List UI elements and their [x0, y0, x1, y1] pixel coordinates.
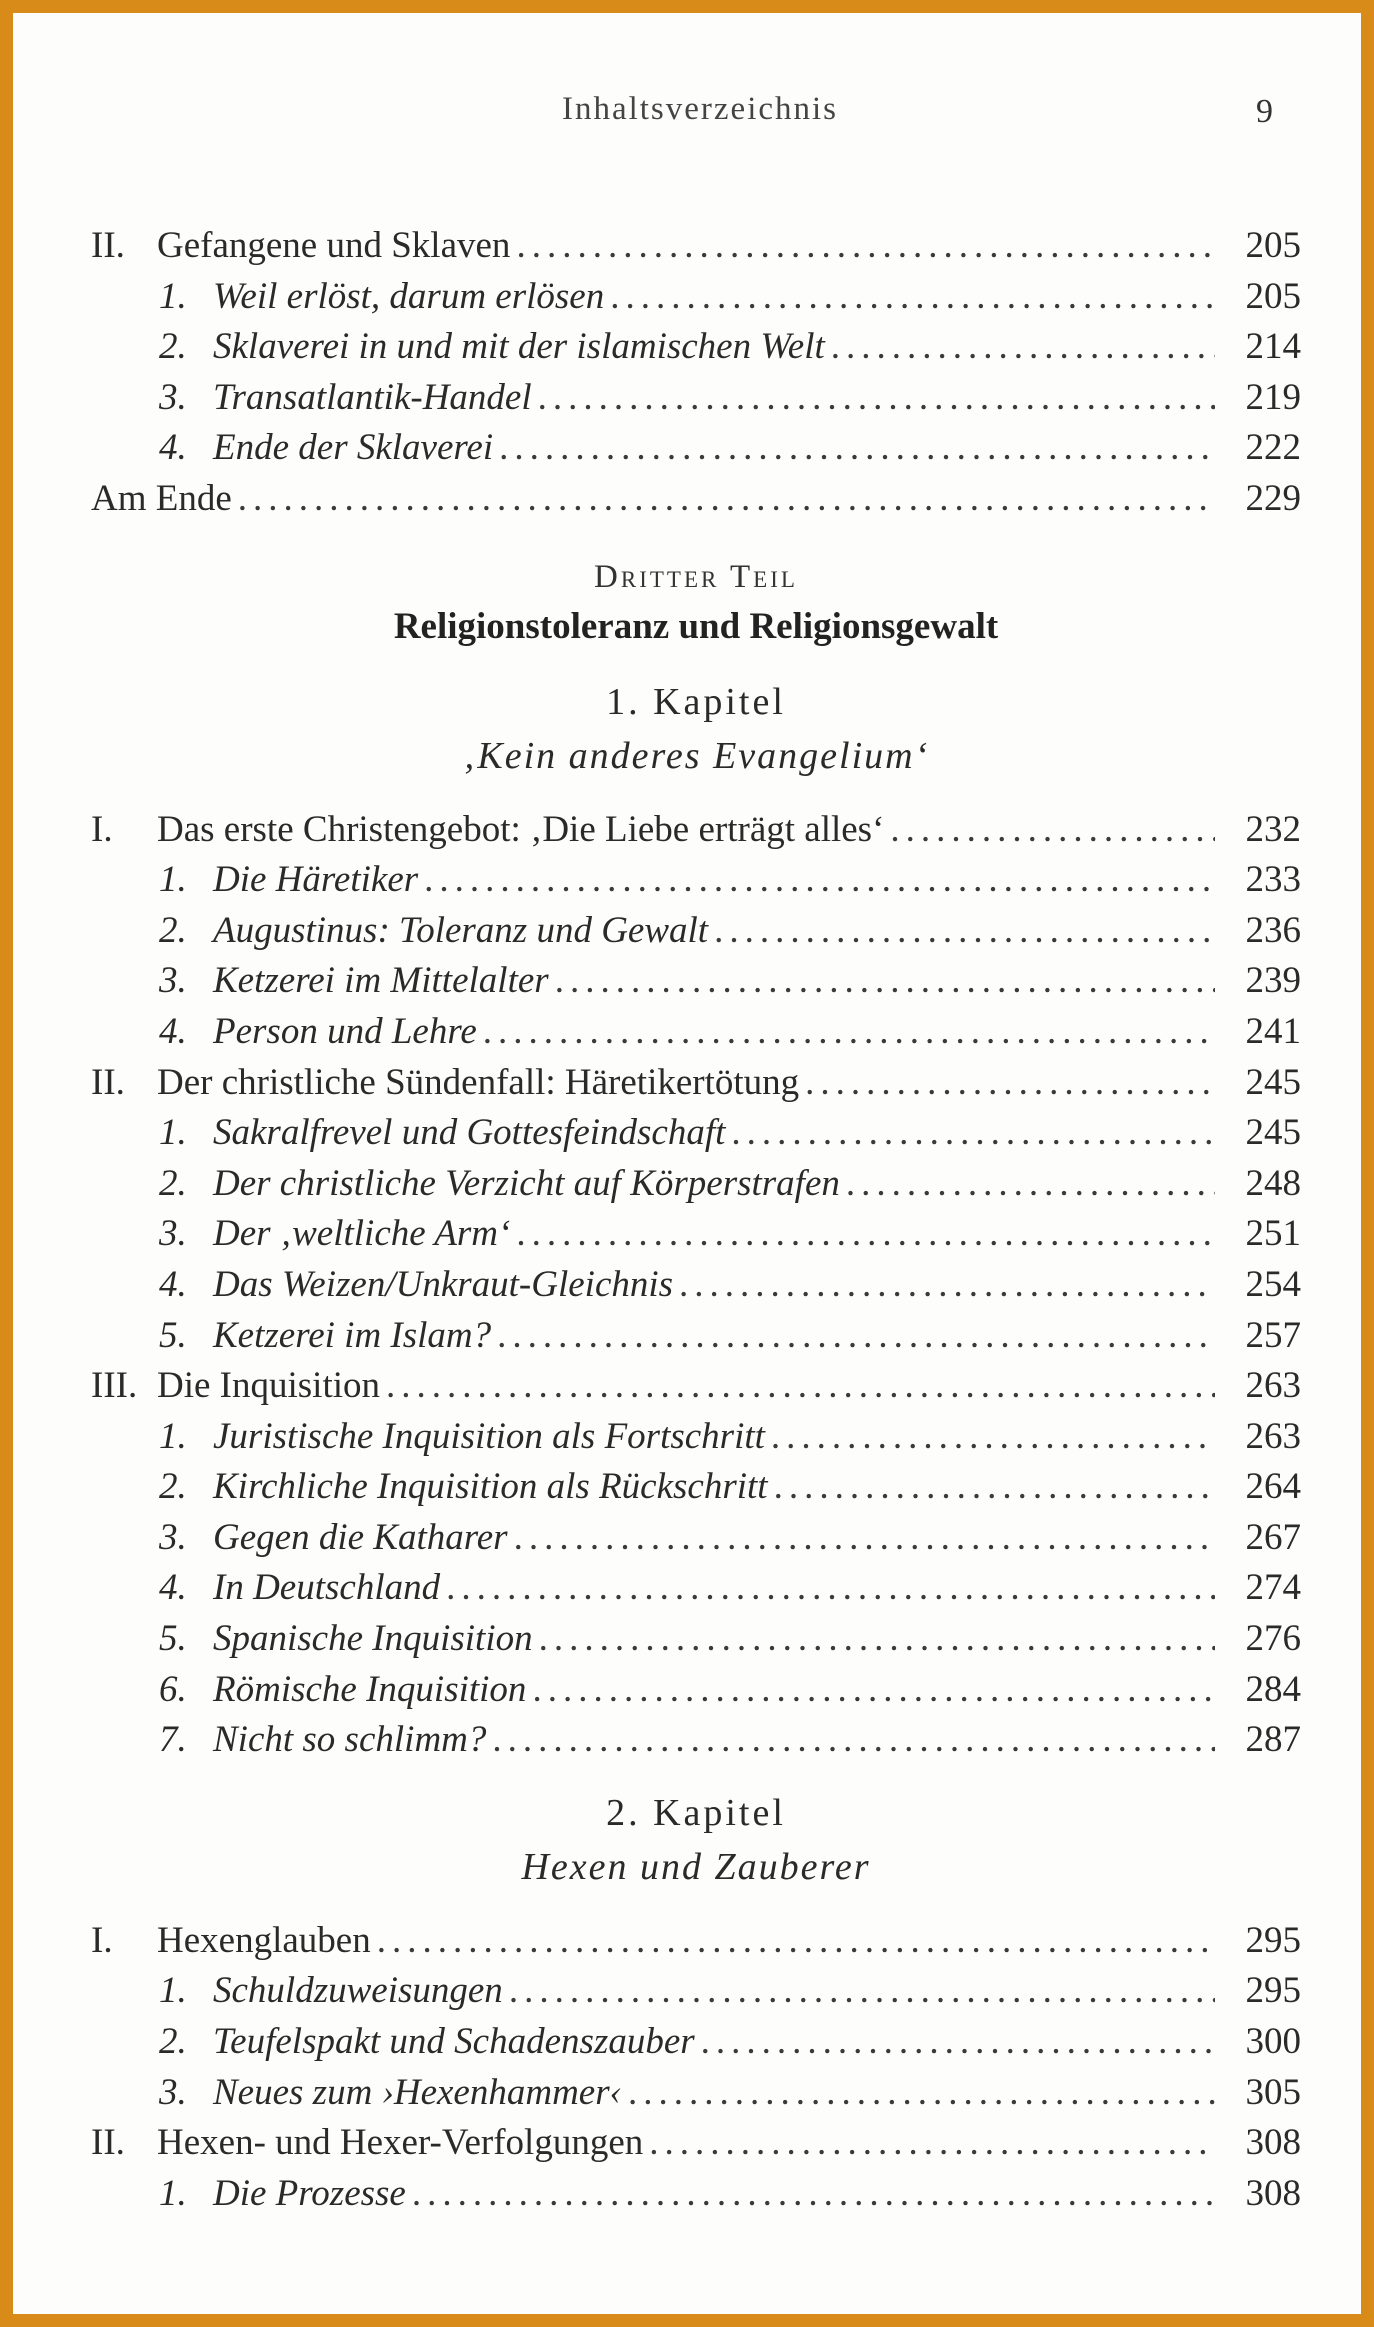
dot-leader — [622, 2068, 1215, 2119]
dot-leader — [643, 2118, 1215, 2169]
toc-entry-title: Der christliche Sündenfall: Häretikertötung — [157, 1061, 800, 1103]
toc-entry-title: Die Inquisition — [157, 1365, 381, 1407]
toc-entry — [91, 1159, 1301, 1210]
dot-leader — [840, 1159, 1215, 1210]
dot-leader — [765, 1412, 1215, 1463]
toc-entry-title: Ketzerei im Mittelalter — [213, 960, 549, 1002]
toc-entry — [91, 1563, 1301, 1614]
toc-entry-page: 308 — [1245, 2122, 1301, 2164]
toc-entry-number: II. — [91, 1061, 125, 1103]
toc-entry — [91, 906, 1301, 957]
dot-leader — [708, 906, 1215, 957]
toc-entry-page: 233 — [1245, 859, 1301, 901]
toc-entry — [91, 1513, 1301, 1564]
toc-entry-number: 2. — [159, 909, 187, 951]
dot-leader — [406, 2169, 1215, 2220]
toc-entry — [91, 855, 1301, 906]
toc-entry-page: 263 — [1245, 1365, 1301, 1407]
dot-leader — [526, 1665, 1215, 1716]
dot-leader — [673, 1260, 1215, 1311]
toc-entry — [91, 1462, 1301, 1513]
toc-entry-title: Neues zum ›Hexenhammer‹ — [213, 2071, 622, 2113]
dot-leader — [510, 221, 1215, 272]
dot-leader — [768, 1462, 1215, 1513]
toc-entry-title: Ketzerei im Islam? — [213, 1314, 492, 1356]
toc-entry-page: 232 — [1245, 808, 1301, 850]
toc-entry-page: 295 — [1245, 1970, 1301, 2012]
section-list-0 — [91, 221, 1301, 525]
toc-entry-page: 305 — [1245, 2071, 1301, 2113]
toc-entry-page: 205 — [1245, 275, 1301, 317]
toc-entry-title: Sakralfrevel und Gottesfeindschaft — [213, 1112, 726, 1154]
toc-entry-number: 1. — [159, 1415, 187, 1457]
toc-entry-title: Transatlantik-Handel — [213, 376, 532, 418]
toc-entry-page: 229 — [1245, 477, 1301, 519]
dot-leader — [371, 1916, 1215, 1967]
dot-leader — [418, 855, 1215, 906]
dot-leader — [725, 1108, 1215, 1159]
toc-entry — [91, 2118, 1301, 2169]
toc-entry-title: Gefangene und Sklaven — [157, 225, 511, 266]
toc-entry-number: 5. — [159, 1314, 187, 1356]
toc-entry-page: 267 — [1245, 1516, 1301, 1558]
dot-leader — [508, 1513, 1215, 1564]
toc-entry-title: Der ‚weltliche Arm‘ — [213, 1213, 511, 1255]
toc-entry-page: 205 — [1245, 225, 1301, 266]
toc-entry-number: 3. — [159, 1516, 187, 1558]
toc-entry — [91, 1916, 1301, 1967]
toc-entry-number: I. — [91, 808, 113, 850]
toc-entry — [91, 2068, 1301, 2119]
toc-entry-number: 1. — [159, 1970, 187, 2012]
toc-entry-page: 274 — [1245, 1567, 1301, 1609]
dot-leader — [825, 322, 1215, 373]
toc-entry-number: 4. — [159, 1263, 187, 1305]
toc-entry-title: Das erste Christengebot: ‚Die Liebe erträgt alles‘ — [157, 808, 885, 850]
dot-leader — [533, 1614, 1215, 1665]
toc-entry-number: II. — [91, 225, 125, 266]
dot-leader — [232, 474, 1215, 525]
toc-entry-page: 245 — [1245, 1061, 1301, 1103]
toc-entry — [91, 322, 1301, 373]
toc-entry-title: Hexenglauben — [157, 1919, 371, 1961]
toc-entry — [91, 1108, 1301, 1159]
toc-entry — [91, 474, 1301, 525]
toc-entry-page: 308 — [1245, 2172, 1301, 2214]
toc-entry-number: 5. — [159, 1618, 187, 1660]
toc-entry-page: 254 — [1245, 1263, 1301, 1305]
toc-entry-number: 4. — [159, 1010, 187, 1052]
toc-entry-number: II. — [91, 2122, 125, 2164]
toc-entry — [91, 1209, 1301, 1260]
chapter-2-title: Hexen und Zauberer — [521, 1845, 871, 1888]
toc-entry-page: 245 — [1245, 1112, 1301, 1154]
toc-entry-number: 4. — [159, 427, 187, 469]
toc-entry-title: Am Ende — [91, 477, 232, 519]
toc-entry-number: 7. — [159, 1719, 187, 1761]
toc-entry — [91, 1311, 1301, 1362]
toc-entry-title: Augustinus: Toleranz und Gewalt — [213, 909, 709, 951]
toc-entry-title: Juristische Inquisition als Fortschritt — [213, 1415, 765, 1457]
toc-entry-number: 6. — [159, 1668, 187, 1710]
toc-entry-number: 2. — [159, 1162, 187, 1204]
toc-entry-title: Schuldzuweisungen — [213, 1970, 503, 2012]
toc-entry — [91, 1058, 1301, 1109]
toc-entry-title: Das Weizen/Unkraut-Gleichnis — [213, 1263, 674, 1305]
dot-leader — [510, 1209, 1215, 1260]
toc-entry-page: 264 — [1245, 1466, 1301, 1508]
dot-leader — [532, 373, 1215, 424]
toc-entry — [91, 956, 1301, 1007]
table-of-contents — [91, 221, 1301, 2219]
toc-entry-page: 284 — [1245, 1668, 1301, 1710]
toc-entry-title: Weil erlöst, darum erlösen — [213, 275, 605, 317]
dot-leader — [799, 1058, 1215, 1109]
toc-entry-number: 3. — [159, 960, 187, 1002]
toc-entry — [91, 1361, 1301, 1412]
toc-entry — [91, 1260, 1301, 1311]
toc-entry — [91, 2017, 1301, 2068]
running-head: Inhaltsverzeichnis — [561, 91, 839, 127]
dot-leader — [695, 2017, 1215, 2068]
toc-entry-number: 3. — [159, 376, 187, 418]
toc-entry-page: 251 — [1245, 1213, 1301, 1255]
toc-entry — [91, 1614, 1301, 1665]
toc-entry-number: 2. — [159, 2021, 187, 2063]
toc-entry-number: 1. — [159, 859, 187, 901]
toc-entry-page: 219 — [1245, 376, 1301, 418]
toc-entry-page: 287 — [1245, 1719, 1301, 1761]
toc-entry-page: 257 — [1245, 1314, 1301, 1356]
toc-entry-title: Die Häretiker — [213, 859, 419, 901]
page-number: 9 — [1256, 93, 1273, 130]
toc-entry-page: 241 — [1245, 1010, 1301, 1052]
toc-entry-title: Kirchliche Inquisition als Rückschritt — [213, 1466, 768, 1508]
toc-entry-number: III. — [91, 1365, 138, 1407]
toc-entry — [91, 1665, 1301, 1716]
dot-leader — [491, 1311, 1215, 1362]
toc-entry-title: Person und Lehre — [213, 1010, 477, 1052]
dot-leader — [493, 423, 1215, 474]
toc-entry — [91, 272, 1301, 323]
toc-entry-page: 214 — [1245, 326, 1301, 368]
toc-entry-title: Sklaverei in und mit der islamischen Welt — [213, 326, 825, 368]
dot-leader — [503, 1966, 1215, 2017]
toc-entry-page: 248 — [1245, 1162, 1301, 1204]
part-label: Dritter Teil — [594, 558, 798, 595]
toc-entry-number: 3. — [159, 2071, 187, 2113]
toc-entry-number: I. — [91, 1919, 113, 1961]
toc-entry-number: 2. — [159, 326, 187, 368]
toc-entry-page: 276 — [1245, 1618, 1301, 1660]
dot-leader — [477, 1007, 1215, 1058]
toc-entry-title: Ende der Sklaverei — [213, 427, 494, 469]
toc-entry — [91, 423, 1301, 474]
toc-entry-title: Teufelspakt und Schadenszauber — [213, 2021, 695, 2063]
toc-entry-number: 3. — [159, 1213, 187, 1255]
toc-entry — [91, 1007, 1301, 1058]
toc-entry-number: 1. — [159, 275, 187, 317]
toc-entry-title: Gegen die Katharer — [213, 1516, 508, 1558]
dot-leader — [549, 956, 1215, 1007]
toc-entry — [91, 1715, 1301, 1766]
dot-leader — [380, 1361, 1215, 1412]
dot-leader — [440, 1563, 1215, 1614]
toc-entry-number: 1. — [159, 1112, 187, 1154]
chapter-1-label: 1. Kapitel — [606, 680, 786, 723]
toc-entry — [91, 1966, 1301, 2017]
toc-entry — [91, 2169, 1301, 2220]
toc-entry-title: Römische Inquisition — [213, 1668, 527, 1710]
dot-leader — [884, 805, 1215, 856]
toc-entry-title: Der christliche Verzicht auf Körperstrafen — [213, 1162, 840, 1204]
toc-entry-page: 222 — [1245, 427, 1301, 469]
toc-entry — [91, 805, 1301, 856]
toc-entry-page: 239 — [1245, 960, 1301, 1002]
toc-entry-title: Hexen- und Hexer-Verfolgungen — [157, 2122, 644, 2164]
toc-entry-number: 1. — [159, 2172, 187, 2214]
toc-entry-page: 295 — [1245, 1919, 1301, 1961]
dot-leader — [486, 1715, 1215, 1766]
chapter-1-list — [91, 805, 1301, 1766]
toc-entry — [91, 1412, 1301, 1463]
toc-entry-number: 2. — [159, 1466, 187, 1508]
toc-entry-page: 300 — [1245, 2021, 1301, 2063]
chapter-2-label: 2. Kapitel — [606, 1791, 786, 1834]
chapter-2-list — [91, 1916, 1301, 2220]
dot-leader — [604, 272, 1215, 323]
toc-entry-title: In Deutschland — [213, 1567, 441, 1609]
toc-entry — [91, 373, 1301, 424]
toc-entry-title: Die Prozesse — [213, 2172, 406, 2214]
toc-entry-page: 263 — [1245, 1415, 1301, 1457]
toc-entry-title: Nicht so schlimm? — [213, 1719, 487, 1761]
chapter-1-title: ‚Kein anderes Evangelium‘ — [462, 734, 930, 777]
toc-entry-page: 236 — [1245, 909, 1301, 951]
toc-entry-number: 4. — [159, 1567, 187, 1609]
toc-entry — [91, 221, 1301, 272]
toc-entry-title: Spanische Inquisition — [213, 1618, 533, 1660]
part-title: Religionstoleranz und Religionsgewalt — [393, 605, 999, 647]
